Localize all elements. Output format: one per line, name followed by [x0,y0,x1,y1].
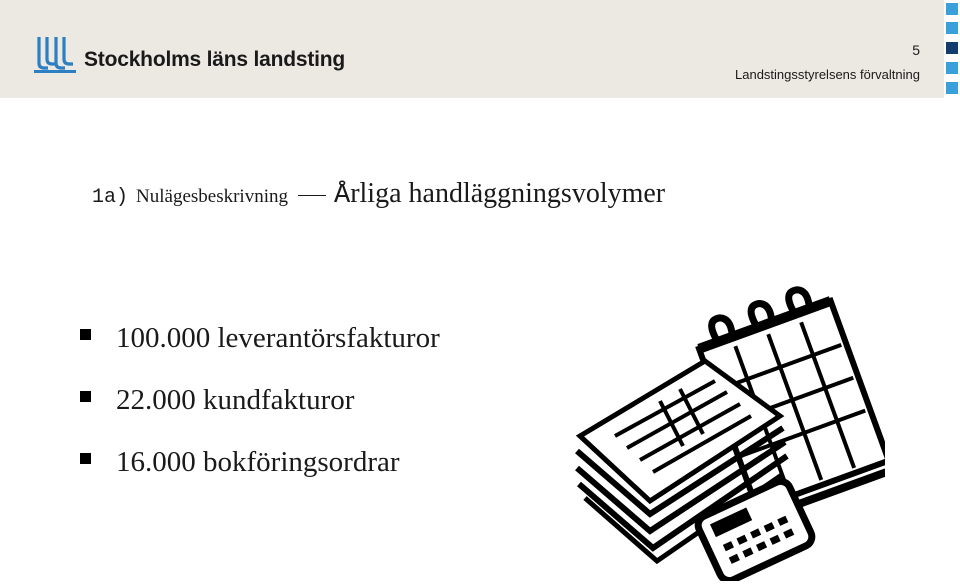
title-number: 1a) [92,186,129,209]
bullet-text: 100.000 leverantörsfakturor [116,322,440,354]
sll-logo-icon [34,37,76,73]
organization-name: Landstingsstyrelsens förvaltning [735,67,920,82]
bullet-marker [80,453,91,464]
documents-calendar-calculator-icon [565,286,885,581]
title-main [334,178,665,209]
bullet-text: 22.000 kundfakturor [116,384,355,416]
title-subtitle: Nulägesbeskrivning [136,186,288,207]
logo-text: Stockholms läns landsting [84,48,346,71]
header-bar [0,0,944,98]
logo [34,33,345,73]
square-dark-blue [946,42,958,54]
decorative-squares [944,0,960,100]
bullet-text: 16.000 bokföringsordrar [116,446,400,478]
square-light-blue [946,3,958,15]
bullet-marker [80,391,91,402]
title-dash [298,195,326,196]
page-number: 5 [912,42,920,58]
title-main-first: Å [334,181,351,211]
square-light-blue [946,22,958,34]
bullet-marker [80,329,91,340]
title-main-rest: rliga handläggningsvolymer [350,178,666,209]
square-light-blue [946,82,958,94]
slide-title [92,178,665,211]
square-light-blue [946,62,958,74]
